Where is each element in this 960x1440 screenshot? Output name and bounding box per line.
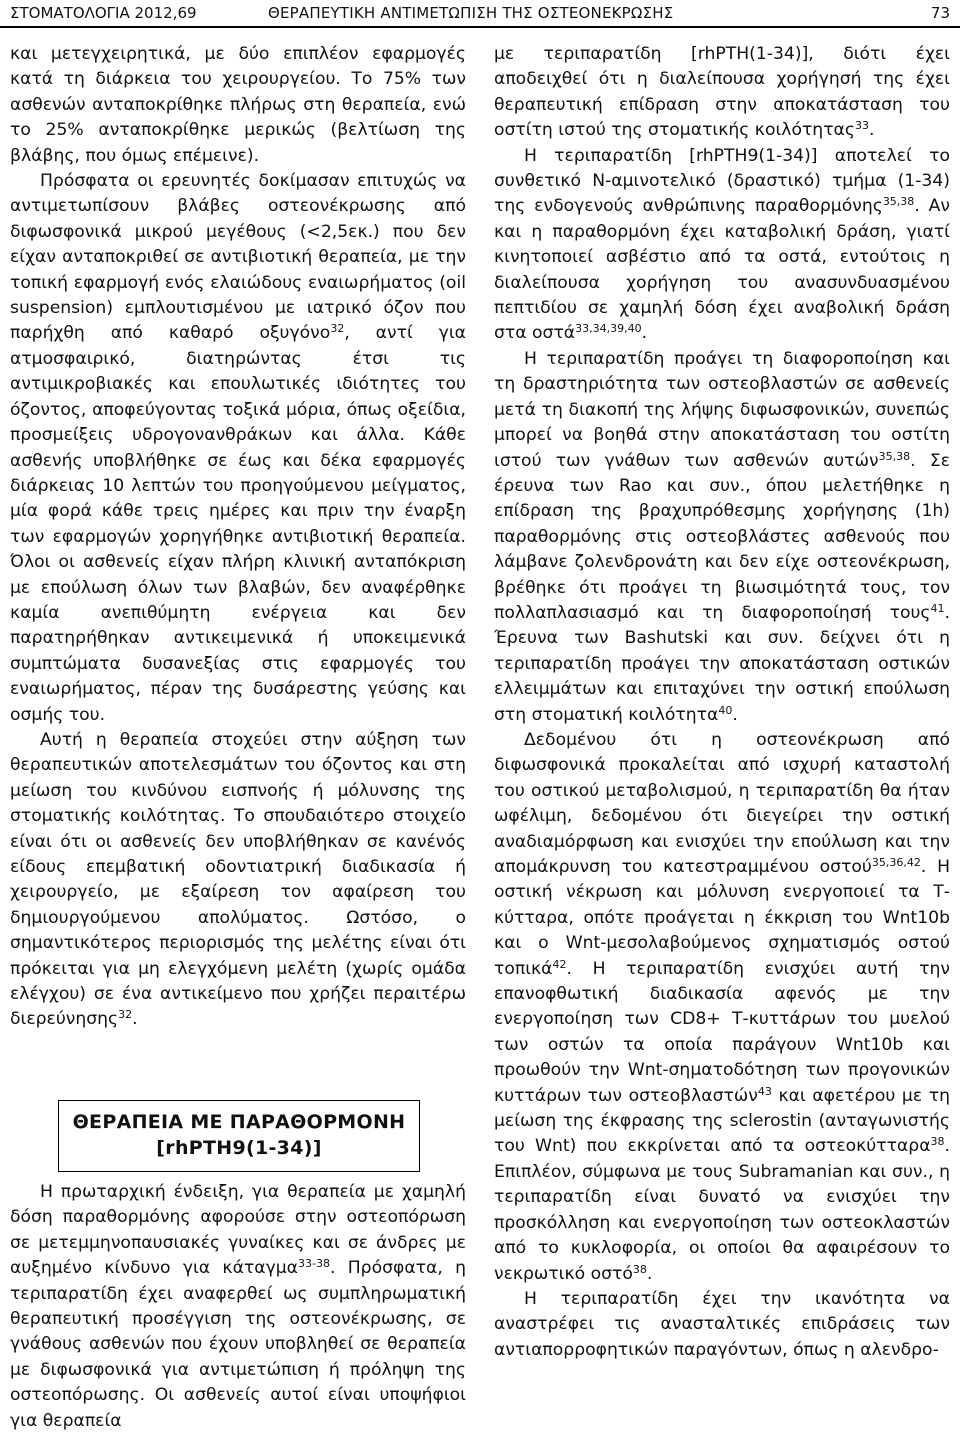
- citation: 38: [930, 1135, 945, 1149]
- section-heading-subtitle: [rhPTH9(1-34)]: [156, 1137, 322, 1159]
- citation: 38: [632, 1262, 647, 1276]
- paragraph: Η τεριπαρατίδη προάγει τη διαφοροποίηση και τη δραστηριότητα των οστεοβλαστών σε ασθενείς μετά τη διακοπή της λήψης διφωσφονικών, συνεπώς μπορεί να βοηθά στην αποκατάσταση του οστίτη ιστού των γνάθων των ασθενών αυτών$^{35,38}$. Σε έρευνα των Rao και συν., όπου μελετήθηκε η επίδραση της βραχυπρόθεσμης χορήγησης (1h) παραθορμόνης στις οστεοβλάστες ασθενούς που λάμβανε ζολενδρονάτη και δεν είχε οστεονέκρωση, βρέθηκε ότι προάγει τη βιωσιμότητά τους, τον πολλαπλασιασμό και τη διαφοροποίησή τους$^{41}$. Έρευνα των Bashutski και συν. δείχνει ότι η τεριπαρατίδη προάγει την αποκατάσταση οστικών ελλειμμάτων και επιταχύνει την οστική επούλωση στη στοματική κοιλότητα$^{40}$.: [494, 348, 950, 725]
- citation: 35,36,42: [871, 856, 921, 869]
- citation: 41: [930, 601, 945, 615]
- citation: 35,38: [882, 195, 915, 209]
- section-heading: ΘΕΡΑΠΕΙΑ ΜΕ ΠΑΡΑΘΟΡΜΟΝΗ: [72, 1111, 406, 1133]
- citation: 35,38: [878, 449, 911, 463]
- paragraph: Η τεριπαρατίδη [rhPTH9(1-34)] αποτελεί το συνθετικό N-αμινοτελικό (δραστικό) τμήμα (1-34) της ενδογενούς ανθρώπινης παραθορμόνης$^{35,38}$. Αν και η παραθορμόνη έχει καταβολική δράση, γιατί κινητοποιεί ασβέστιο από τα οστά, εντούτοις η διαλείπουσα χορήγηση του ανασυνδυασμένου πεπτιδίου σε χαμηλή δόση έχει αναβολική δράση στα οστά$^{33,34,39,40}$.: [494, 145, 950, 344]
- section-heading-box: [58, 1100, 420, 1172]
- citation: 32: [330, 322, 345, 336]
- paragraph: Πρόσφατα οι ερευνητές δοκίμασαν επιτυχώς να αντιμετωπίσουν βλάβες οστεονέκρωσης από διφωσφονικά μικρού μεγέθους (<2,5εκ.) που δεν είχαν ανταποκριθεί σε αντιβιοτική θεραπεία, με την τοπική εφαρμογή ενός ελαιώδους εναιωρήματος (oil suspension) εμπλουτισμένου με ιατρικό όζον που παρήχθη από καθαρό οξυγόνο$^{32}$, αντί για ατμοσφαιρικό, διατηρώντας έτσι τις αντιμικροβιακές και επουλωτικές ιδιότητες του όζοντος, αποφεύγοντας τοξικά μόρια, όπως οξείδια, προσμείξεις υδρογονανθράκων και άλλα. Κάθε ασθενής υποβλήθηκε σε έως και δέκα εφαρμογές διάρκειας 10 λεπτών του προηγούμενου μείγματος, μία φορά κάθε τρεις ημέρες και πριν την έναρξη των εφαρμογών χορηγήθηκε αντιβιοτική θεραπεία. Όλοι οι ασθενείς είχαν πλήρη κλινική ανταπόκριση με επούλωση όλων των βλαβών, δεν αναφέρθηκε καμία ανεπιθύμητη ενέργεια και δεν παρατηρήθηκαν αντικειμενικά ή υποκειμενικά συμπτώματα δυσανεξίας στις εφαρμογές του εναιωρήματος, πέραν της δυσάρεστης γεύσης και οσμής του.: [10, 171, 466, 725]
- left-column: [10, 42, 466, 1033]
- section-title: ΘΕΡΑΠΕΥΤΙΚΗ ΑΝΤΙΜΕΤΩΠΙΣΗ ΤΗΣ ΟΣΤΕΟΝΕΚΡΩΣΗΣ: [268, 4, 674, 22]
- citation: 33-38: [298, 1257, 330, 1271]
- citation: 32: [118, 1008, 133, 1022]
- page-number: 73: [930, 4, 950, 22]
- citation: 33: [854, 119, 869, 133]
- citation: 42: [552, 957, 567, 971]
- running-header: [0, 0, 960, 26]
- paragraph: με τεριπαρατίδη [rhPTH(1-34)], διότι έχει αποδειχθεί ότι η διαλείπουσα χορήγησή της έχει θεραπευτική επίδραση στην αποκατάσταση του οστίτη ιστού της στοματικής κοιλότητας$^{33}$.: [494, 44, 950, 141]
- journal-title: ΣΤΟΜΑΤΟΛΟΓΙΑ 2012,69: [10, 4, 197, 22]
- paragraph: και μετεγχειρητικά, με δύο επιπλέον εφαρμογές κατά τη διάρκεια του χειρουργείου. Το 75% των ασθενών ανταποκρίθηκε πλήρως στη θεραπεία, ενώ το 25% ανταποκρίθηκε μερικώς (βελτίωση της βλάβης, που όμως επέμεινε).: [10, 44, 466, 166]
- paragraph: Η πρωταρχική ένδειξη, για θεραπεία με χαμηλή δόση παραθορμόνης αφορούσε στην οστεοπόρωση σε μετεμμηνοπαυσιακές γυναίκες και σε άνδρες με αυξημένο κίνδυνο για κάταγμα$^{33-38}$. Πρόσφατα, η τεριπαρατίδη έχει αναφερθεί ως συμπληρωματική θεραπευτική προσέγγιση της οστεονέκρωσης, σε γνάθους ασθενών που έχουν υποβληθεί σε θεραπεία με διφωσφονικά για αντιμετώπιση ή πρόληψη της οστεοπόρωσης. Οι ασθενείς αυτοί είναι υποψήφιοι για θεραπεία: [10, 1182, 466, 1431]
- left-column-lower: [10, 1180, 466, 1434]
- citation: 43: [757, 1084, 772, 1098]
- paragraph: Η τεριπαρατίδη έχει την ικανότητα να αναστρέφει τις ανασταλτικές επιδράσεις των αντιαπορροφητικών παραγόντων, όπως η αλενδρο-: [494, 1288, 950, 1360]
- header-rule: [0, 26, 960, 28]
- right-column: [494, 42, 950, 1363]
- paragraph: Δεδομένου ότι η οστεονέκρωση από διφωσφονικά προκαλείται από ισχυρή καταστολή του οστικού μεταβολισμού, η τεριπαρατίδη θα ήταν ωφέλιμη, δεδομένου ότι διεγείρει την οστική αναδιαμόρφωση και ενισχύει την επούλωση και την απομάκρυνση του κατεστραμμένου οστού$^{35,36,42}$. Η οστική νέκρωση και μόλυνση ενεργοποιεί τα Τ-κύτταρα, οπότε προάγεται η έκκριση του Wnt10b και ο Wnt-μεσολαβούμενος σχηματισμός οστού τοπικά$^{42}$. Η τεριπαρατίδη ενισχύει αυτή την επανοφθωτική διαδικασία αφενός με την ενεργοποίηση των CD8+ Τ-κυττάρων του μυελού των οστών τα οποία παράγουν Wnt10b και προωθούν την Wnt-σηματοδότηση των προγονικών κυττάρων των οστεοβλαστών$^{43}$ και αφετέρου με τη μείωση της έκφρασης της sclerostin (ανταγωνιστής του Wnt) που εκκρίνεται από τα οστεοκύτταρα$^{38}$. Επιπλέον, σύμφωνα με τους Subramanian και συν., η τεριπαρατίδη είναι δυνατό να ενισχύει την προσκόλληση και ενεργοποίηση των οστεοκλαστών από το κυκλοφορία, οι οποίοι θα αφαιρέσουν το νεκρωτικό οστό$^{38}$.: [494, 729, 951, 1284]
- citation: 33,34,39,40: [575, 322, 642, 336]
- citation: 40: [718, 703, 733, 717]
- paragraph: Αυτή η θεραπεία στοχεύει στην αύξηση των θεραπευτικών αποτελεσμάτων του όζοντος και στη μείωση του κινδύνου εισπνοής ή μόλυνσης της στοματικής κοιλότητας. Το σπουδαιότερο στοιχείο είναι ότι οι ασθενείς δεν υποβλήθηκαν σε κανένός είδους επεμβατική οδοντιατρική διαδικασία ή χειρουργείο, με εξαίρεση τον αφαίρεση του δημιουργούμενου απολύματος. Ωστόσο, ο σημαντικότερος περιορισμός της μελέτης είναι ότι πρόκειται για μη ελεγχόμενη μελέτη (χωρίς ομάδα ελέγχου) σε ένα αντικείμενο που χρήζει περαιτέρω διερεύνησης$^{32}$.: [10, 729, 466, 1030]
